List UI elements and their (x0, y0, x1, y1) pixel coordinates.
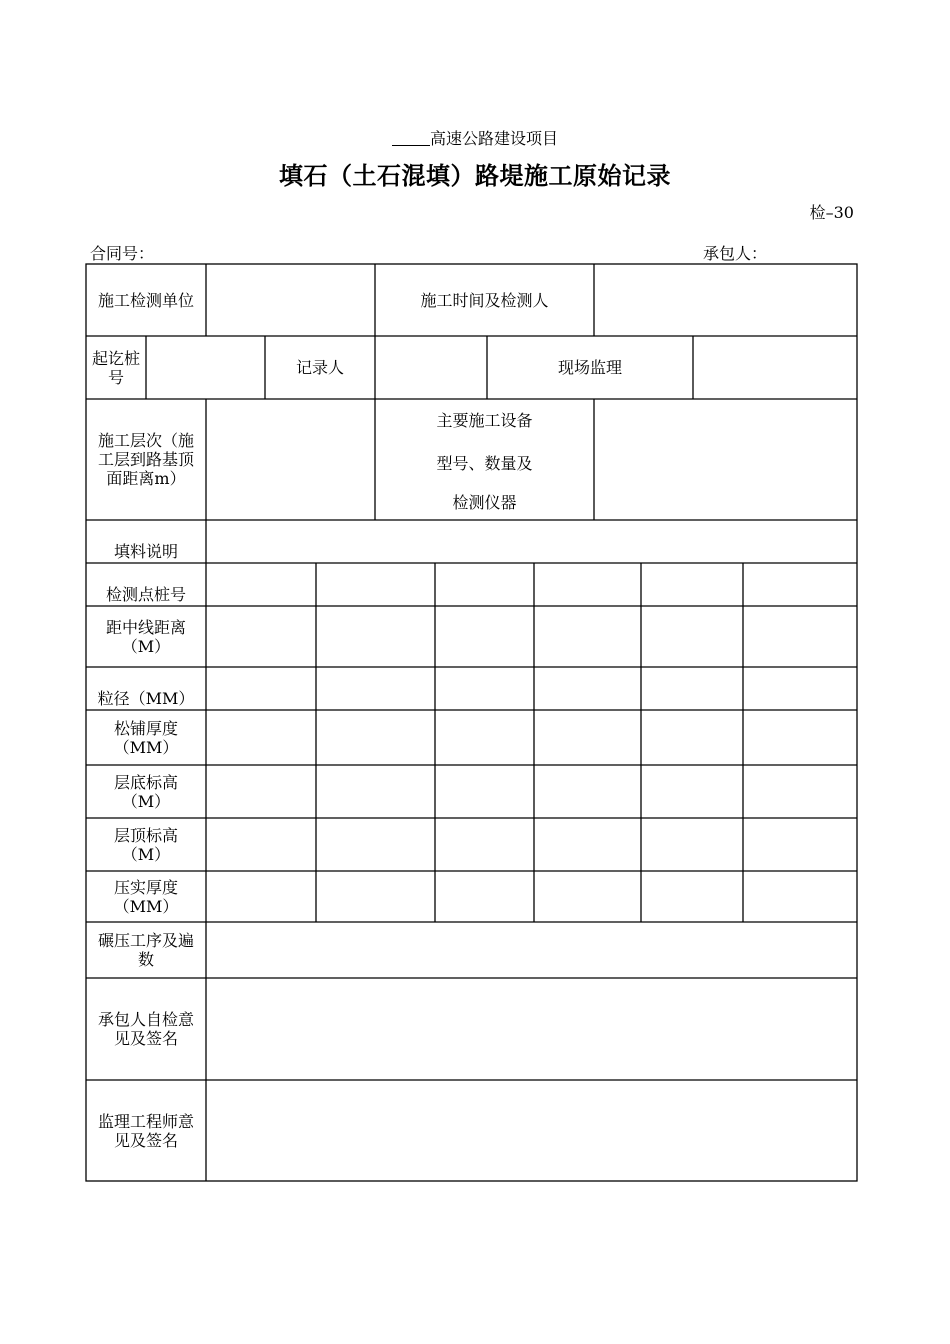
station-range-field[interactable] (146, 336, 265, 399)
recorder-field[interactable] (375, 336, 487, 399)
bottom-elevation-label: 层底标高（M） (113, 772, 178, 811)
particle-size-label: 粒径（MM） (97, 689, 195, 708)
time-inspector-label: 施工时间及检测人 (420, 290, 549, 310)
construction-unit-field[interactable] (206, 264, 375, 336)
fill-description-label: 填料说明 (113, 542, 178, 561)
time-inspector-field[interactable] (594, 264, 857, 336)
station-range-label: 起讫桩号 (92, 348, 141, 387)
equipment-label-line3: 检测仪器 (452, 492, 517, 512)
site-supervisor-field[interactable] (693, 336, 857, 399)
centerline-distance-label: 距中线距离（M） (105, 617, 186, 656)
loose-thickness-label: 松铺厚度（MM） (113, 718, 179, 757)
equipment-field[interactable] (594, 399, 857, 520)
contractor-opinion-label: 承包人自检意见及签名 (97, 1010, 194, 1048)
rolling-process-field[interactable] (206, 922, 857, 978)
recorder-label: 记录人 (295, 358, 344, 377)
layer-field[interactable] (206, 399, 375, 520)
site-supervisor-label: 现场监理 (557, 358, 622, 377)
equipment-label-line2: 型号、数量及 (436, 453, 533, 473)
engineer-opinion-label: 监理工程师意见及签名 (97, 1111, 194, 1150)
equipment-label-line1: 主要施工设备 (436, 410, 533, 430)
rolling-process-label: 碾压工序及遍数 (97, 931, 194, 969)
engineer-opinion-field[interactable] (206, 1080, 857, 1181)
contractor-label: 承包人： (703, 244, 768, 263)
page-title: 填石（土石混填）路堤施工原始记录 (279, 161, 671, 190)
fill-description-field[interactable] (206, 520, 857, 563)
compacted-thickness-label: 压实厚度（MM） (113, 877, 179, 916)
project-name: 高速公路建设项目 (429, 129, 558, 148)
contract-no-label: 合同号： (90, 244, 155, 263)
top-elevation-label: 层顶标高（M） (113, 825, 178, 864)
contractor-opinion-field[interactable] (206, 978, 857, 1080)
construction-unit-label: 施工检测单位 (97, 290, 194, 310)
form-number: 检–30 (809, 203, 854, 222)
test-point-label: 检测点桩号 (105, 585, 186, 604)
layer-label: 施工层次（施工层到路基顶面距离m） (97, 431, 194, 488)
